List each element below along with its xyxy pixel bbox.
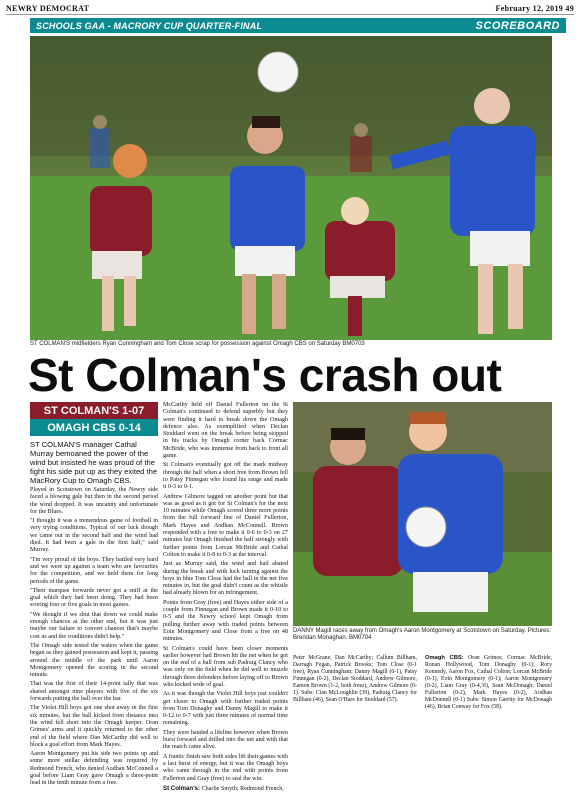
lineup-omagh-paragraph bbox=[425, 655, 552, 711]
lineup-st-colmans bbox=[293, 655, 417, 733]
article-paragraph: A frantic finish saw both sides lift their games with a last burst of energy, but it was the Omagh boys who came through in the end with points from Fullerton and Gray (free) to seal the win. bbox=[163, 753, 288, 782]
article-paragraph: "I'm very proud of the boys. They battled very hard and we were up against a team who are favourites for the competition, and we held them for long periods of the game. bbox=[30, 556, 158, 585]
article-paragraph: As it was though the Violet Hill boys just couldn't get closer to Omagh with further traded points from Tom Donaghy and Danny Magill to make it 0-12 to 0-7 with just three minutes of normal time remaining. bbox=[163, 691, 288, 727]
scoreboard-brand: SCOREBOARD bbox=[475, 19, 560, 32]
home-score: ST COLMAN'S 1-07 bbox=[30, 402, 158, 419]
article-paragraph: St Colman's could have been closer moments earlier however had Brown hit the net when he got on the end of a ball from sub Padraig Clancy who was only on the field when he did well to muzzle through three defenders before laying off to Brown who kicked wide of goal. bbox=[163, 645, 288, 688]
main-photo bbox=[30, 36, 552, 340]
lineup-omagh-text: Oran Grimes; Cormac McBride, Ronan Hollywood, Tom Donaghy (0-1); Rory Kennedy, Aaron Fox, Cathal Colton; Lorcan McBride (0-1), Eoin Montgomery (0-1); Aaron Montgomery (0-2), Liam Gray (0-4,3f), Sean McDonagh; Daniel Fullerton (0-2), Mark Hayes (0-2), Aodhan McDonnell (0-1) Subs: Simon Garrity for McDonagh (46), Brian Conway for Fox (58). bbox=[425, 655, 552, 710]
main-photo-illustration bbox=[30, 36, 552, 340]
team-label-st-colmans: St Colman's: bbox=[163, 784, 200, 792]
article-paragraph: "We thought if we shut that down we could make enough chances at the other end, but it was just maybe our failure to convert chances that's maybe cost us and the conditions didn't help." bbox=[30, 611, 158, 640]
page-number: 49 bbox=[565, 4, 574, 13]
secondary-photo bbox=[293, 402, 552, 626]
article-paragraph: Played in Scotstown on Saturday, the Newry side faced a blowing gale but then in the second period the wind dropped. It was uncanny and unfortunate for the Blues. bbox=[30, 487, 158, 515]
article-paragraph: "Their marquee forwards never got a sniff at the goal which they had been doing. They had been scoring four or five goals in most games. bbox=[30, 587, 158, 609]
score-box bbox=[30, 402, 158, 436]
section-kicker: SCHOOLS GAA - MACRORY CUP QUARTER-FINAL bbox=[36, 20, 263, 31]
article-paragraph: Just as Murray said, the wind and hail abated during the break and with luck turning against the boys in blue Tom Close had the ball in the net five minutes in, but the goal didn't count as the whistle had already blown for an infringement. bbox=[163, 561, 288, 597]
article-paragraph: Aaron Montgomery put his side two points up and some more stellar defending was required by Redmond French, who denied Aodhan McConnell a goal before Liam Gray gave Omagh a three-point lead in the tenth minute from a free. bbox=[30, 751, 158, 787]
article-paragraph: McCarthy held off Daniel Fullerton on the St Colman's continued to defend superbly but they were finding it hard to break down the Omagh defence also. As exemplified when Declan Stoddard went on the break before being stopped in his tracks by Omagh corner back Cormac McBride, who was immense from back to front all game. bbox=[163, 402, 288, 460]
article-column-2 bbox=[163, 402, 288, 792]
away-score: OMAGH CBS 0-14 bbox=[30, 419, 158, 436]
article-paragraph: That was the first of their 14-point tally that was shared amongst nine players with five of the six forwards putting the ball over the bar. bbox=[30, 681, 158, 703]
article-paragraph: The Omagh side tested the waters when the game began as they gained possession and kept it, passing around the middle of the park until Aaron Montgomery opened the scoring in the second minute. bbox=[30, 642, 158, 679]
article-paragraph: The Violet Hill boys got one shot away in the first six minutes, but the ball kicked from distance into the wind fell short into the Omagh keeper. Oran Grimes' arms and it quickly returned to the other end of the field where Dan McCarthy did well to block a goal effort from Mark Hayes. bbox=[30, 705, 158, 748]
lineup-st-colmans-text: Peter McGrane, Dan McCarthy; Callum Billham, Darragh Fegan, Patrick Brooks; Tom Close (0-1 free), Ryan Cunningham; Danny Magill (0-1), Patsy Finnegan (0-2), Declan Stoddard, Andrew Gilmore, Eamon Brown (1-2, both frees), Andrew Gilmore (0-1). Subs: Cian McLoughlin (39), Padraig Clancy for Billham (46), Sean O'Hare for Stoddard (57). bbox=[293, 655, 417, 703]
article-paragraph: They were handed a lifeline however when Brown burst forward and drilled into the net and with that the match came alive. bbox=[163, 729, 288, 751]
article-paragraph: St Colman's eventually got off the mark midway through the half when a short free from Brown fell to Patsy Finnegan who found his range and made it 0-3 to 0-1. bbox=[163, 462, 288, 491]
secondary-photo-illustration bbox=[293, 402, 552, 626]
article-paragraph: Points from Gray (free) and Hayes either side of a couple from Finnegan and Brown made it 0-10 to 0-5 and the Newry school kept Omagh from pulling further away with traded points between Eoin Montgomery and Close from a free on 48 minutes. bbox=[163, 599, 288, 643]
article-column-1 bbox=[30, 440, 158, 787]
article-paragraph: "I thought it was a tremendous game of football in very trying conditions. Typical of our luck though we came out in the second half and the wind had died. It had been a gale in the first half," said Murray. bbox=[30, 518, 158, 554]
article-paragraph: Andrew Gilmore tagged on another point but that was as good as it got for St Colman's for the next 10 minutes while Omagh scored three more points from the full forward line of Daniel Fullerton, Mark Hayes and Aodhan McConnell. Brown responded with a free to make it 0-6 to 0-3 on 27 minutes but Omagh finished the half strongly with further points from Lorcan McBride and Cathal Colton to make it 0-8 to 0-3 at the interval. bbox=[163, 493, 288, 558]
issue-date: February 12, 2019 bbox=[495, 4, 564, 13]
lineup-omagh bbox=[425, 655, 552, 733]
paper-name: NEWRY DEMOCRAT bbox=[6, 4, 90, 13]
headline: St Colman's crash out bbox=[28, 349, 502, 401]
secondary-photo-caption: DANNY Magill races away from Omagh's Aaron Montgomery at Scotstown on Saturday. Pictures: Brendan Monaghan. BM0704 bbox=[293, 628, 552, 641]
section-bar bbox=[30, 18, 566, 33]
lineup-start bbox=[163, 785, 288, 793]
lineup-st-colmans-start: Charlie Smyth; Redmond French, bbox=[201, 785, 284, 792]
masthead-date-page bbox=[496, 4, 574, 13]
article-lead: ST COLMAN'S manager Cathal Murray bemoaned the power of the wind but insisted he was proud of the fight his side put up as they exited the MacRory Cup to Omagh CBS. bbox=[30, 440, 158, 485]
team-label-omagh: Omagh CBS: bbox=[425, 655, 464, 661]
main-photo-caption: ST COLMAN'S midfielders Ryan Cunningham and Tom Close scrap for possession against Omagh CBS on Saturday BM0703 bbox=[30, 341, 365, 347]
masthead bbox=[6, 3, 574, 15]
